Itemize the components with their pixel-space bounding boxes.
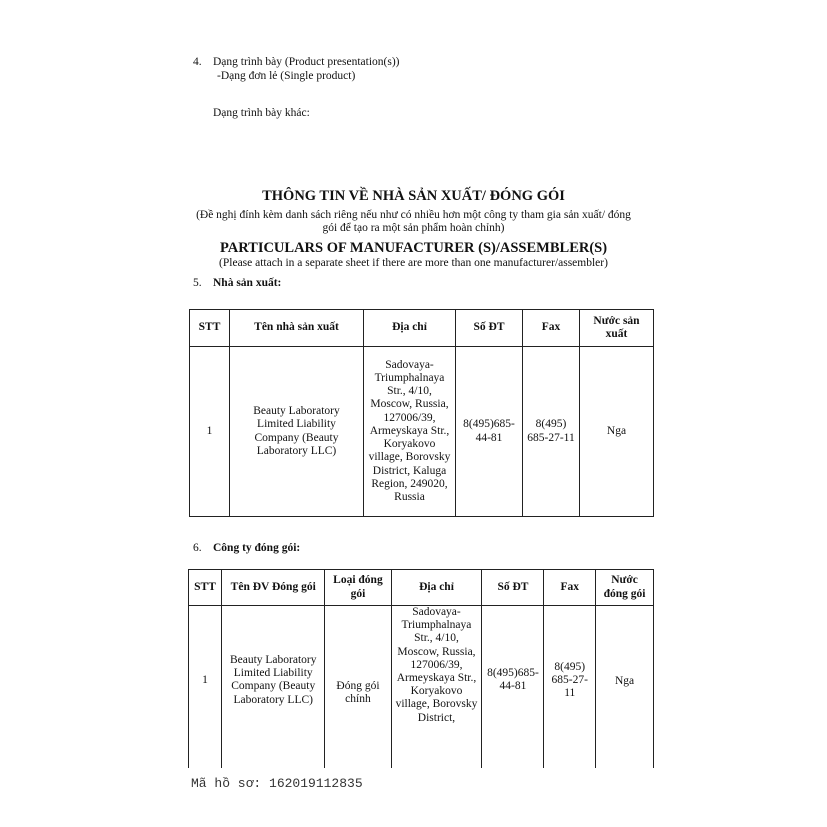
packager-table — [188, 569, 654, 768]
vietnamese-note-line-1: (Đề nghị đính kèm danh sách riêng nếu như có nhiều hơn một công ty tham gia sản xuất/ đóng — [196, 209, 631, 221]
record-id: Mã hồ sơ: 162019112835 — [191, 776, 363, 791]
section-4-title: Dạng trình bày (Product presentation(s)) — [213, 56, 400, 68]
section-5-title: Nhà sản xuất: — [213, 277, 282, 289]
table-header-row — [189, 570, 654, 606]
col-header-manufacturer-name: Tên nhà sản xuất — [230, 310, 364, 347]
cell-fax: 8(495) 685-27-11 — [523, 347, 580, 517]
vietnamese-note-line-2: gói để tạo ra một sản phẩm hoàn chỉnh) — [322, 222, 505, 234]
cell-address: Sadovaya-Triumphalnaya Str., 4/10, Moscow, Russia, 127006/39, Armeyskaya Str., Koryakovo village, Borovsky District, — [391, 606, 482, 769]
col-header-fax: Fax — [523, 310, 580, 347]
section-6-number: 6. — [193, 542, 202, 554]
cell-stt: 1 — [190, 347, 230, 517]
col-header-address: Địa chỉ — [364, 310, 456, 347]
col-header-packager-name: Tên ĐV Đóng gói — [222, 570, 325, 606]
cell-country: Nga — [596, 606, 654, 769]
cell-fax: 8(495) 685-27-11 — [544, 606, 596, 769]
col-header-stt: STT — [189, 570, 222, 606]
section-6-title: Công ty đóng gói: — [213, 542, 301, 554]
col-header-country: Nước đóng gói — [596, 570, 654, 606]
col-header-country: Nước sản xuất — [580, 310, 654, 347]
col-header-address: Địa chỉ — [391, 570, 482, 606]
cell-phone: 8(495)685-44-81 — [482, 606, 544, 769]
other-presentation-label: Dạng trình bày khác: — [213, 107, 310, 119]
cell-packager-name: Beauty Laboratory Limited Liability Company (Beauty Laboratory LLC) — [222, 606, 325, 769]
cell-country: Nga — [580, 347, 654, 517]
col-header-stt: STT — [190, 310, 230, 347]
english-note: (Please attach in a separate sheet if there are more than one manufacturer/assembler) — [219, 257, 608, 269]
col-header-pack-type: Loại đóng gói — [325, 570, 391, 606]
packager-table-region — [187, 568, 657, 768]
cell-stt: 1 — [189, 606, 222, 769]
table-header-row — [190, 310, 654, 347]
cell-manufacturer-name: Beauty Laboratory Limited Liability Company (Beauty Laboratory LLC) — [230, 347, 364, 517]
english-heading: PARTICULARS OF MANUFACTURER (S)/ASSEMBLER(S) — [219, 240, 608, 256]
section-5-number: 5. — [193, 277, 202, 289]
vietnamese-heading: THÔNG TIN VỀ NHÀ SẢN XUẤT/ ĐÓNG GÓI — [262, 188, 565, 204]
col-header-phone: Số ĐT — [482, 570, 544, 606]
table-row — [189, 606, 654, 769]
cell-phone: 8(495)685-44-81 — [456, 347, 523, 517]
col-header-phone: Số ĐT — [456, 310, 523, 347]
cell-address: Sadovaya-Triumphalnaya Str., 4/10, Moscow, Russia, 127006/39, Armeyskaya Str., Koryakovo village, Borovsky District, Kaluga Region, 249020, Russia — [364, 347, 456, 517]
cell-pack-type: Đóng gói chính — [325, 606, 391, 769]
manufacturer-table — [189, 309, 654, 517]
col-header-fax: Fax — [544, 570, 596, 606]
section-4-number: 4. — [193, 56, 202, 68]
table-row — [190, 347, 654, 517]
single-product-label: -Dạng đơn lẻ (Single product) — [217, 70, 356, 82]
